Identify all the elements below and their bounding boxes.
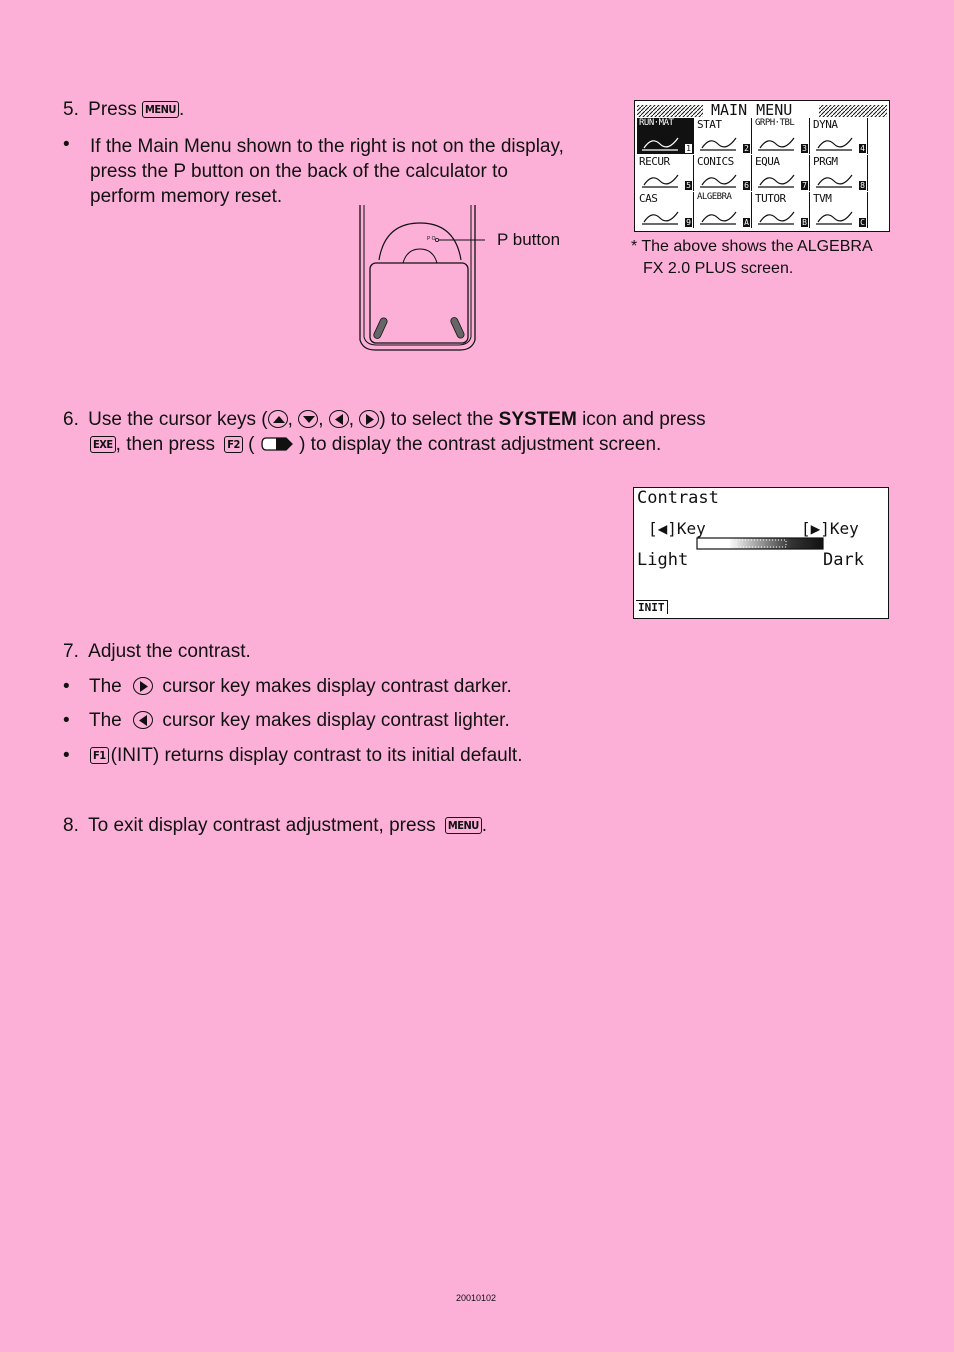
paren: (: [248, 434, 255, 455]
menu-icon-number: 7: [802, 181, 807, 190]
cursor-left-icon: [329, 410, 349, 428]
step6-line2: [90, 434, 661, 456]
menu-icon-graphic: [756, 169, 798, 189]
step7-line: [63, 641, 251, 663]
left-key-hint: [◀]Key: [648, 519, 706, 538]
bullet: •: [63, 745, 70, 766]
menu-icon-7: [753, 155, 810, 191]
bullet: •: [63, 710, 70, 731]
menu-icon-number: 3: [802, 144, 807, 153]
menu-icon-graphic: [640, 132, 682, 152]
menu-icon-label: STAT: [697, 118, 722, 131]
menu-icon-label: ALGEBRA: [697, 192, 732, 202]
menu-icon-number: 1: [686, 144, 691, 153]
caption-line: * The above shows the ALGEBRA: [631, 238, 873, 255]
menu-icon-1: [637, 118, 694, 154]
cursor-up-icon: [268, 410, 288, 428]
menu-icon-graphic: [814, 206, 856, 226]
menu-icon-number: 5: [686, 181, 691, 190]
menu-icon-graphic: [640, 206, 682, 226]
menu-icon-number: 9: [686, 218, 691, 227]
step8-line: [63, 815, 487, 837]
step-text: Use the cursor keys (: [88, 409, 268, 430]
exe-key: EXE: [90, 436, 116, 453]
menu-icon-number: B: [802, 218, 807, 227]
step6-line1: [63, 409, 706, 431]
p-mark: P O: [427, 236, 436, 242]
menu-key: MENU: [445, 817, 482, 834]
menu-icon-5: [637, 155, 694, 191]
cursor-down-icon: [298, 410, 318, 428]
step-text: , then press: [115, 434, 215, 455]
step-text: Adjust the contrast.: [88, 641, 251, 662]
system-word: SYSTEM: [498, 409, 577, 430]
menu-icon-10: [695, 192, 752, 228]
menu-icon-11: [753, 192, 810, 228]
cursor-left-icon: [133, 711, 153, 729]
note-line: press the P button on the back of the calculator to: [90, 161, 508, 182]
menu-icon-number: 2: [744, 144, 749, 153]
note-line: If the Main Menu shown to the right is not on the display,: [90, 136, 564, 157]
bullet: •: [63, 676, 70, 697]
separator: ,: [318, 409, 324, 430]
menu-icon-12: [811, 192, 868, 228]
separator: ,: [348, 409, 355, 430]
menu-icon-number: 6: [744, 181, 749, 190]
bullet-text: The: [89, 710, 122, 731]
step7-bullet-init: [90, 745, 522, 767]
contrast-screen: [633, 487, 889, 619]
step-text: ) to select the: [379, 409, 494, 430]
separator: ,: [287, 409, 293, 430]
menu-icon-graphic: [698, 206, 740, 226]
step-number: 6.: [63, 409, 79, 430]
menu-icon-9: [637, 192, 694, 228]
menu-icon-3: [753, 118, 810, 154]
screen-caption: [631, 236, 873, 280]
step5-line: [63, 99, 184, 121]
p-button-label: P button: [497, 230, 561, 249]
menu-icon-4: [811, 118, 868, 154]
menu-icon-label: RUN·MAT: [639, 118, 674, 128]
menu-icon-label: EQUA: [755, 155, 780, 168]
step-number: 5.: [63, 99, 79, 120]
cursor-right-icon: [359, 410, 379, 428]
step-number: 8.: [63, 815, 79, 836]
step7-bullet-darker: [89, 676, 512, 698]
menu-icon-number: 8: [860, 181, 865, 190]
menu-icon-2: [695, 118, 752, 154]
menu-icon-grid: [636, 118, 888, 230]
contrast-bar: [696, 537, 824, 551]
menu-icon-graphic: [756, 206, 798, 226]
step-text: Press: [88, 99, 137, 120]
menu-icon-label: PRGM: [813, 155, 838, 168]
menu-icon-graphic: [814, 132, 856, 152]
main-menu-screen: [634, 100, 890, 232]
menu-icon-graphic: [640, 169, 682, 189]
step-number: 7.: [63, 641, 79, 662]
cursor-right-icon: [133, 677, 153, 695]
contrast-title: Contrast: [637, 488, 719, 508]
step-text: To exit display contrast adjustment, press: [88, 815, 436, 836]
step7-bullet-lighter: [89, 710, 510, 732]
menu-icon-graphic: [814, 169, 856, 189]
bullet-text: The: [89, 676, 122, 697]
menu-icon-number: A: [744, 218, 749, 227]
menu-icon-label: CAS: [639, 192, 658, 205]
menu-icon-label: DYNA: [813, 118, 838, 131]
init-softkey: INIT: [636, 600, 668, 614]
step5-note: [90, 134, 564, 209]
f2-key: F2: [224, 436, 243, 453]
menu-icon-number: C: [860, 218, 865, 227]
dark-label: Dark: [823, 550, 864, 570]
menu-icon-graphic: [698, 132, 740, 152]
menu-icon-graphic: [756, 132, 798, 152]
bullet-text: cursor key makes display contrast darker.: [162, 676, 512, 697]
menu-icon-label: TUTOR: [755, 192, 786, 205]
menu-icon-label: GRPH·TBL: [755, 118, 795, 128]
period: .: [178, 99, 185, 120]
period: .: [481, 815, 488, 836]
menu-icon-label: RECUR: [639, 155, 670, 168]
bullet-text: (INIT) returns display contrast to its initial default.: [110, 745, 523, 766]
menu-key: MENU: [142, 101, 179, 118]
menu-icon-8: [811, 155, 868, 191]
right-key-hint: [▶]Key: [801, 519, 859, 538]
step5-bullet: •: [63, 134, 70, 155]
f1-key: F1: [90, 747, 109, 764]
note-line: perform memory reset.: [90, 186, 283, 207]
menu-icon-label: TVM: [813, 192, 832, 205]
light-label: Light: [637, 550, 689, 570]
menu-icon-graphic: [698, 169, 740, 189]
step-text: ) to display the contrast adjustment screen.: [299, 434, 662, 455]
menu-icon-number: 4: [860, 144, 865, 153]
caption-line: FX 2.0 PLUS screen.: [643, 260, 794, 277]
bullet-text: cursor key makes display contrast lighter.: [162, 710, 510, 731]
calculator-back-illustration: [355, 205, 485, 355]
menu-icon-label: CONICS: [697, 155, 734, 168]
menu-icon-6: [695, 155, 752, 191]
step-text: icon and press: [582, 409, 706, 430]
footer-code: 20010102: [456, 1293, 497, 1303]
menu-title: MAIN MENU: [711, 101, 793, 119]
contrast-function-icon: [260, 436, 294, 452]
